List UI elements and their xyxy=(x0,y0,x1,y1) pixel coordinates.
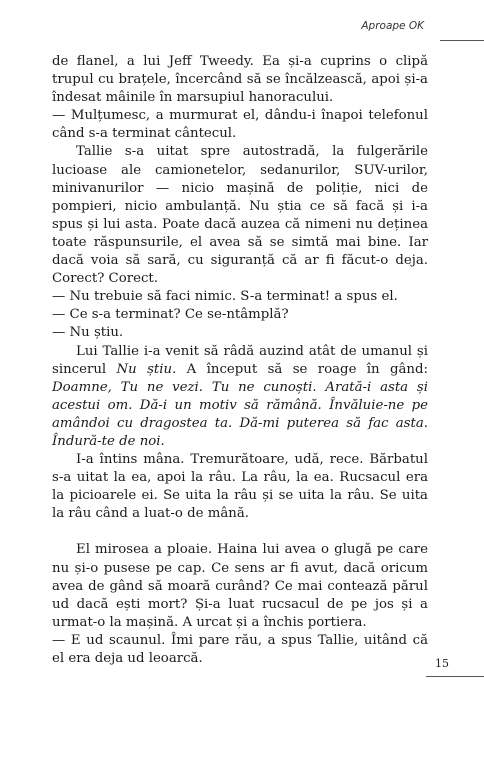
italic-run: Doamne, Tu ne vezi. Tu ne cunoști. Arată-i asta și acestui om. Dă-i un motiv să rămână. Învăluie-ne pe amândoi cu dragostea ta. Dă-mi puterea să fac asta. Îndură-te de noi. xyxy=(52,379,428,449)
text-run: Tallie s-a uitat spre autostradă, la fulgerările lucioase ale camionetelor, sedanurilor, SUV-urilor, minivanurilor — nicio mașină de poliție, nici de pompieri, nicio ambulanță. Nu știa ce să facă și i-a spus și lui asta. Poate dacă auzea că nimeni nu deținea toate răspunsurile, el avea să se simtă mai bine. Iar dacă voia să sară, cu siguranță că ar fi făcut-o deja. Corect? Corect. xyxy=(52,144,428,287)
text-run: — Mulțumesc, a murmurat el, dându-i înapoi telefonul când s-a terminat cântecul. xyxy=(52,108,428,142)
header-rule xyxy=(440,40,484,41)
dialogue-line xyxy=(52,632,428,668)
text-run: — Nu știu. xyxy=(52,325,124,341)
dialogue-line xyxy=(52,107,428,143)
running-header: Aproape OK xyxy=(361,20,424,32)
dialogue-line xyxy=(52,324,428,342)
paragraph xyxy=(52,451,428,523)
text-run: I-a întins mâna. Tremurătoare, udă, rece. Bărbatul s-a uitat la ea, apoi la râu. La râu, la ea. Rucsacul era la picioarele ei. Se uita la râu și se uita la râu. Se uita la râu când a luat-o de mână. xyxy=(52,452,428,522)
page-number: 15 xyxy=(435,657,449,670)
paragraph xyxy=(52,143,428,288)
text-run: — Ce s-a terminat? Ce se-ntâmplă? xyxy=(52,307,289,323)
paragraph xyxy=(52,343,428,452)
footer-rule xyxy=(426,676,484,677)
text-run: — E ud scaunul. Îmi pare rău, a spus Tallie, uitând că el era deja ud leoarcă. xyxy=(52,632,428,666)
body-text xyxy=(52,53,428,668)
dialogue-line xyxy=(52,306,428,324)
text-run: El mirosea a ploaie. Haina lui avea o glugă pe care nu și-o pusese pe cap. Ce sens ar fi avut, dacă oricum avea de gând să moară curând? Ce mai contează părul ud dacă ești mort? Și-a luat rucsacul de pe jos și a urmat-o la mașină. A urcat și a închis portiera. xyxy=(52,542,428,630)
paragraph xyxy=(52,541,428,631)
italic-run: Nu știu xyxy=(116,361,173,377)
text-run: . A început să se roage în gând: xyxy=(172,361,428,377)
text-run: Lui Tallie i-a venit să râdă auzind atât de umanul și sincerul xyxy=(52,343,428,377)
text-run: de flanel, a lui Jeff Tweedy. Ea și-a cuprins o clipă trupul cu brațele, încercând să se încălzească, apoi și-a îndesat mâinile în marsupiul hanoracului. xyxy=(52,54,428,106)
paragraph xyxy=(52,53,428,107)
dialogue-line xyxy=(52,288,428,306)
text-run: — Nu trebuie să faci nimic. S-a terminat! a spus el. xyxy=(52,289,398,305)
